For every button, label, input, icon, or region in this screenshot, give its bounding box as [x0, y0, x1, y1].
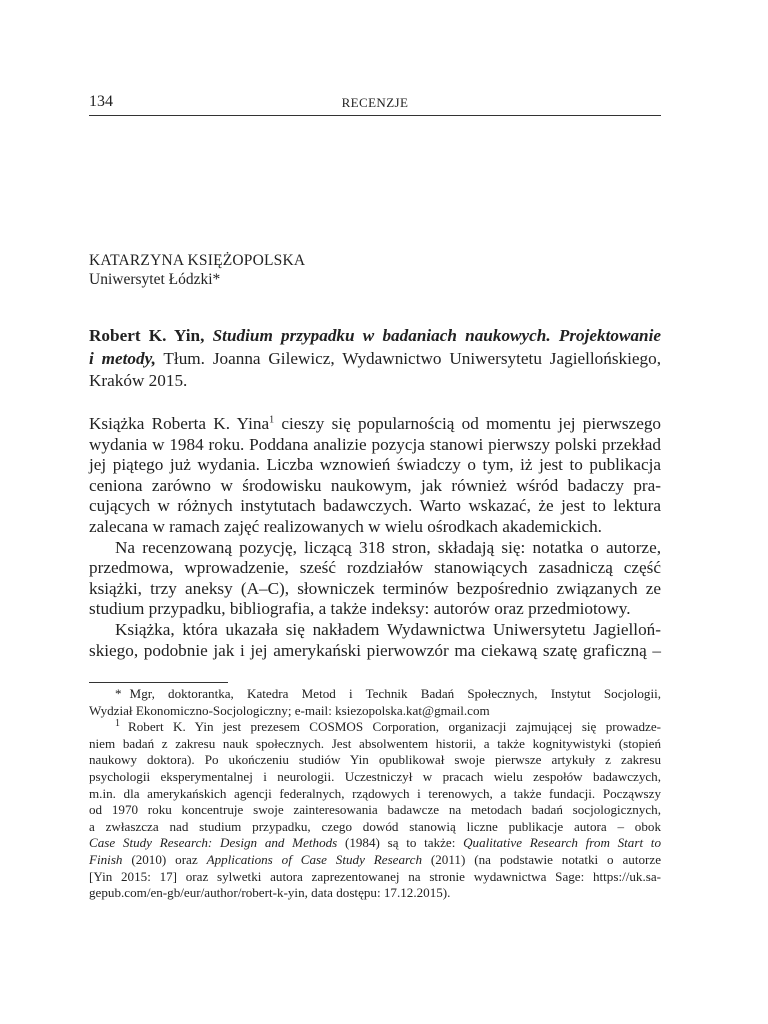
reviewer-name: KATARZYNA KSIĘŻOPOLSKA [89, 252, 306, 269]
text-line: ceniona zarówno w środowisku naukowym, jak również wśród badaczy pra- [89, 475, 661, 495]
text-line: Na recenzowaną pozycję, liczącą 318 stron, składają się: notatka o autorze, [115, 537, 661, 557]
book-title: Studium przypadku w badaniach naukowych. Projektowanie [212, 326, 662, 345]
book-publication-info: Tłum. Joanna Gilewicz, Wydawnictwo Uniwersytetu Jagiellońskiego, [155, 348, 662, 368]
footnote-marker: * [115, 686, 122, 701]
reviewer-affiliation: Uniwersytet Łódzki* [89, 271, 221, 288]
paragraph [89, 414, 661, 538]
footnote-ref: 1 [269, 414, 275, 426]
paragraph [89, 538, 661, 620]
text-line: * Mgr, doktorantka, Katedra Metod i Technik Badań Społecznych, Instytut Socjologii, [115, 686, 661, 701]
text-line: niem badań z zakresu nauk społecznych. Jest absolwentem historii, a także kognitywistyki (stopień [89, 735, 661, 751]
text-line: przedmowa, wprowadzenie, sześć rozdziałów stanowiących zasadniczą część [89, 558, 661, 578]
text-line: Wydział Ekonomiczno-Socjologiczny; e-mail: ksiezopolska.kat@gmail.com [89, 702, 490, 718]
text-line: Finish (2010) oraz Applications of Case Study Research (2011) (na podstawie notatki o autorze [89, 851, 662, 867]
text-line: wydania w 1984 roku. Poddana analizie pozycja stanowi pierwszy polski przekład [89, 434, 661, 454]
footnote-star [89, 686, 661, 719]
text-line: zalecana w ramach zajęć realizowanych w wielu ośrodkach akademickich. [89, 516, 602, 536]
cited-title: Case Study Research: Design and Methods [89, 835, 338, 851]
text-line: cujących w różnych instytutach badawczych. Warto wskazać, że jest to lektura [89, 496, 661, 516]
cited-title: Qualitative Research from Start to [463, 835, 661, 851]
cited-title: Applications of Case Study Research [206, 851, 423, 867]
footnotes [89, 686, 661, 902]
text-line: książki, trzy aneksy (A–C), słowniczek terminów bezpośrednio związanych ze [89, 578, 661, 598]
text-line: studium przypadku, bibliografia, a także indeksy: autorów oraz przedmiotowy. [89, 599, 631, 619]
text-line: jej piątego już wydania. Liczba wznowień świadczy o tym, iż jest to publikacja [89, 455, 661, 475]
text-line: [Yin 2015: 17] oraz sylwetki autora zaprezentowanej na stronie wydawnictwa Sage: https://uk.sa- [89, 868, 661, 884]
section-title: RECENZJE [341, 95, 409, 110]
book-author: Robert K. Yin, [89, 326, 205, 345]
footnote-1 [89, 719, 661, 902]
page-number: 134 [89, 93, 113, 110]
text-line: gepub.com/en-gb/eur/author/robert-k-yin, data dostępu: 17.12.2015). [89, 885, 451, 901]
paragraph [89, 620, 661, 661]
review-body [89, 414, 661, 661]
text-line: Case Study Research: Design and Methods (1984) są to także: Qualitative Research from Start to [89, 835, 661, 851]
citation-line: Kraków 2015. [89, 371, 188, 390]
text-line: psychologii eksperymentalnej i neurologii. Uczestniczył w pracach wielu zespołów badawczych, [89, 768, 661, 784]
text-line: m.in. dla amerykańskich agencji federalnych, rządowych i terenowych, a także fundacji. Począwszy [89, 785, 661, 801]
book-title-cont: i metody, [89, 348, 156, 368]
text-line: skiego, podobnie jak i jej amerykański pierwowzór ma ciekawą szatę graficzną – [89, 640, 661, 660]
text-line: a zwłaszcza nad studium przypadku, czego dowód stanowią liczne publikacje autora – obok [89, 818, 661, 834]
footnote-divider [89, 682, 228, 683]
citation-line [89, 325, 661, 348]
running-head [89, 93, 661, 116]
text-line: Książka Roberta K. Yina$^1$ cieszy się popularnością od momentu jej pierwszego [89, 414, 662, 433]
text-line: naukowy doktora). Po ukończeniu studiów Yin opublikował swoje pierwsze artykuły z zakresu [89, 752, 661, 768]
text-line: od 1970 roku koncentruje swoje zainteresowania badawcze na metodach badań socjologicznych, [89, 802, 661, 818]
book-citation [89, 325, 661, 393]
author-block [89, 251, 305, 289]
citation-line [89, 348, 661, 371]
text-line: 1 Robert K. Yin jest prezesem COSMOS Corporation, organizacji zajmującej się prowadze- [115, 717, 661, 735]
cited-title: Finish [89, 851, 123, 867]
text-line: Książka, która ukazała się nakładem Wydawnictwa Uniwersytetu Jagielloń- [115, 619, 661, 639]
